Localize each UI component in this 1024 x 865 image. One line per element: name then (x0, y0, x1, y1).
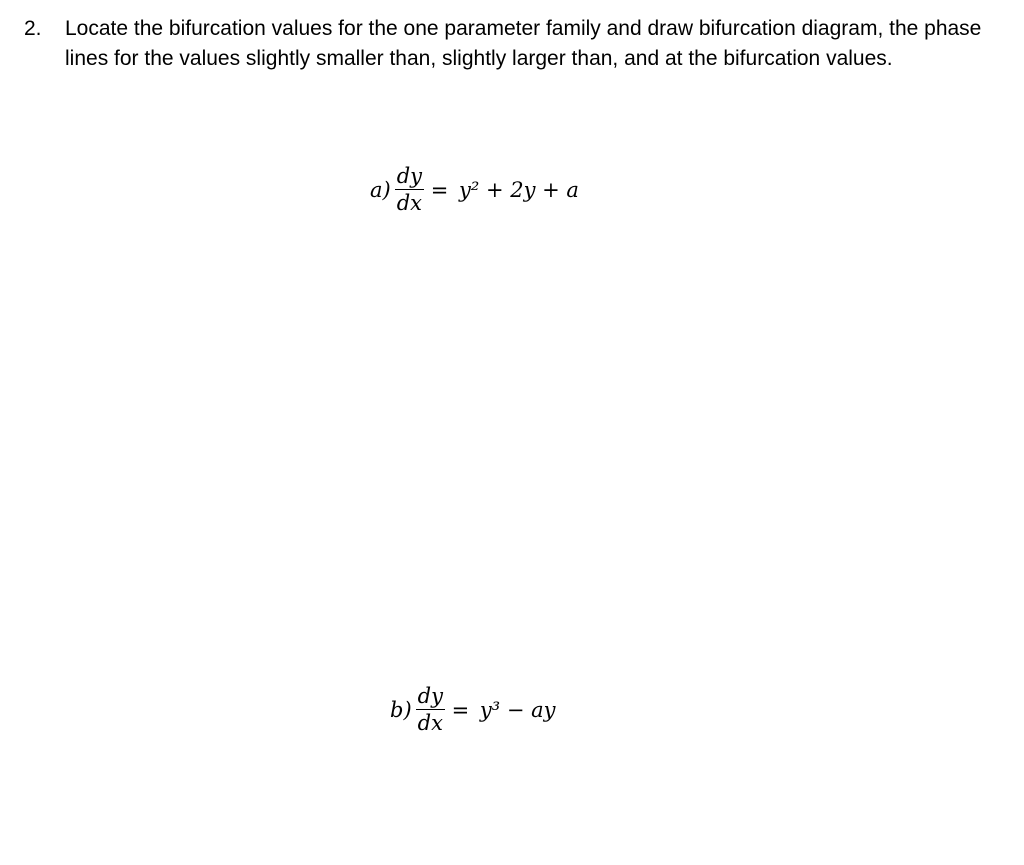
equation-b-numerator: dy (417, 684, 443, 708)
equation-a (370, 164, 579, 215)
equation-b-derivative (416, 684, 445, 735)
equation-a-derivative (395, 164, 424, 215)
equation-a-label: a) (370, 177, 391, 202)
equation-a-denominator: dx (396, 191, 423, 215)
problem-statement (24, 14, 984, 74)
equation-a-rhs: y² + 2y + a (458, 177, 579, 202)
equation-b (390, 684, 556, 735)
equation-b-denominator: dx (417, 711, 443, 735)
equation-b-equals: = (444, 697, 476, 722)
equation-b-label: b) (390, 697, 412, 722)
problem-text: Locate the bifurcation values for the one parameter family and draw bifurcation diagram, the phase lines for the values slightly smaller than, slightly larger than, and at the bifurcation values. (65, 17, 982, 70)
equation-a-equals: = (424, 177, 455, 202)
equation-a-numerator: dy (396, 164, 423, 188)
equation-b-rhs: y³ − ay (479, 697, 556, 722)
problem-number: 2. (24, 17, 42, 40)
